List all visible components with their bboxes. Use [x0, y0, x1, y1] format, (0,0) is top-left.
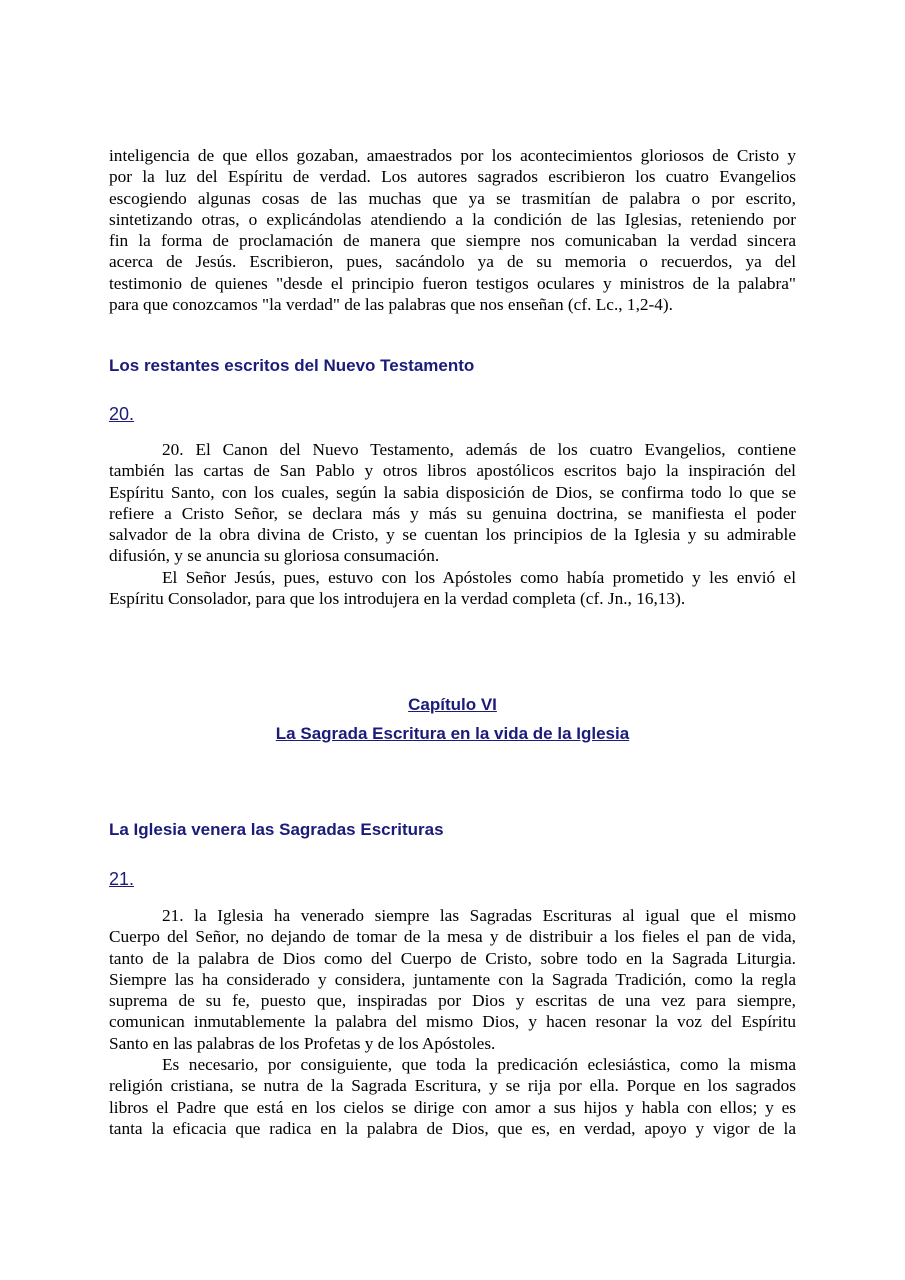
- chapter-title: [0, 695, 905, 715]
- text-line: salvador de la obra divina de Cristo, y se cuentan los principios de la Iglesia y su admirable: [109, 525, 796, 545]
- text-line: testimonio de quienes "desde el principio fueron testigos oculares y ministros de la palabra": [109, 273, 796, 293]
- text-line: inteligencia de que ellos gozaban, amaestrados por los acontecimientos gloriosos de Cristo y: [109, 146, 796, 165]
- text-line: escogiendo algunas cosas de las muchas que ya se trasmitían de palabra o por escrito,: [109, 188, 796, 208]
- text-line: El Señor Jesús, pues, estuvo con los Apóstoles como había prometido y les envió el: [162, 567, 796, 587]
- section-heading: La Iglesia venera las Sagradas Escrituras: [109, 820, 444, 839]
- text-line: sintetizando otras, o explicándolas atendiendo a la condición de las Iglesias, reteniendo por: [109, 209, 796, 229]
- text-line: suprema de su fe, puesto que, inspiradas por Dios y escritas de una vez para siempre,: [109, 991, 796, 1011]
- text-line: Siempre las ha considerado y considera, juntamente con la Sagrada Tradición, como la regla: [109, 969, 796, 989]
- text-line: por la luz del Espíritu de verdad. Los autores sagrados escribieron los cuatro Evangelios: [109, 167, 796, 187]
- section-heading: Los restantes escritos del Nuevo Testamento: [109, 356, 475, 375]
- text-line: Espíritu Santo, con los cuales, según la sabia disposición de Dios, se confirma todo lo que se: [109, 482, 796, 502]
- text-line: fin la forma de proclamación de manera que siempre nos comunicaban la verdad sincera: [109, 231, 796, 251]
- text-line: comunican inmutablemente la palabra del mismo Dios, y hacen resonar la voz del Espíritu: [109, 1012, 796, 1032]
- paragraph-20: [109, 439, 796, 609]
- text-line: tanta la eficacia que radica en la palabra de Dios, que es, en verdad, apoyo y vigor de la: [109, 1118, 796, 1138]
- text-line: acerca de Jesús. Escribieron, pues, sacándolo ya de su memoria o recuerdos, ya del: [109, 252, 796, 272]
- text-line: tanto de la palabra de Dios como del Cuerpo de Cristo, sobre todo en la Sagrada Liturgia.: [109, 948, 796, 968]
- text-line: Santo en las palabras de los Profetas y de los Apóstoles.: [109, 1033, 496, 1053]
- chapter-title-link[interactable]: Capítulo VI: [408, 695, 497, 714]
- text-line: 21. la Iglesia ha venerado siempre las Sagradas Escrituras al igual que el mismo: [162, 906, 796, 925]
- text-line: Es necesario, por consiguiente, que toda la predicación eclesiástica, como la misma: [162, 1055, 796, 1075]
- text-line: Espíritu Consolador, para que los introdujera en la verdad completa (cf. Jn., 16,13).: [109, 589, 686, 609]
- text-line: refiere a Cristo Señor, se declara más y más su genuina doctrina, se manifiesta el poder: [109, 503, 796, 523]
- section-number-link[interactable]: 21.: [109, 869, 135, 889]
- text-line: 20. El Canon del Nuevo Testamento, además de los cuatro Evangelios, contiene: [162, 440, 796, 459]
- text-line: Cuerpo del Señor, no dejando de tomar de la mesa y de distribuir a los fieles el pan de vida,: [109, 927, 796, 947]
- text-line: para que conozcamos "la verdad" de las palabras que nos enseñan (cf. Lc., 1,2-4).: [109, 295, 673, 315]
- chapter-subtitle: [0, 724, 905, 744]
- chapter-subtitle-link[interactable]: La Sagrada Escritura en la vida de la Iglesia: [275, 724, 630, 743]
- text-line: libros el Padre que está en los cielos se dirige con amor a sus hijos y habla con ellos; y es: [109, 1097, 796, 1117]
- text-line: difusión, y se anuncia su gloriosa consumación.: [109, 546, 440, 566]
- paragraph-continued: [109, 145, 796, 315]
- text-line: religión cristiana, se nutra de la Sagrada Escritura, y se rija por ella. Porque en los sagrados: [109, 1076, 796, 1096]
- text-line: también las cartas de San Pablo y otros libros apostólicos escritos bajo la inspiración del: [109, 461, 796, 481]
- section-number-link[interactable]: 20.: [109, 404, 135, 424]
- paragraph-21: [109, 905, 796, 1139]
